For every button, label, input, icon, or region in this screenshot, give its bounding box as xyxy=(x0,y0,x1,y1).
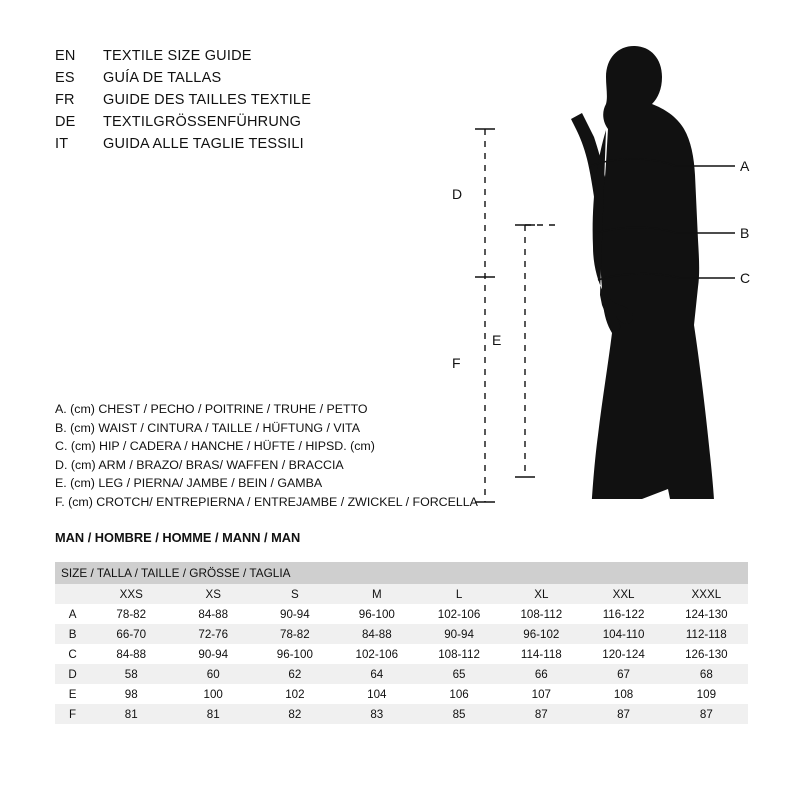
legend-line: D. (cm) ARM / BRAZO/ BRAS/ WAFFEN / BRACCIA xyxy=(55,457,344,472)
table-cell: 98 xyxy=(124,687,138,701)
table-cell: 85 xyxy=(452,707,466,721)
column-header: XXL xyxy=(612,587,635,601)
table-cell: 124-130 xyxy=(685,607,728,621)
title-text: TEXTILGRÖSSENFÜHRUNG xyxy=(103,114,302,130)
table-cell: 68 xyxy=(699,667,713,681)
table-cell: 104-110 xyxy=(602,627,645,641)
title-row xyxy=(55,92,475,114)
title-lang-code: FR xyxy=(55,92,75,108)
table-cell: 65 xyxy=(452,667,466,681)
table-cell: 108 xyxy=(613,687,634,701)
table-cell: 102-106 xyxy=(437,607,481,621)
table-cell: 81 xyxy=(206,707,220,721)
table-cell: 114-118 xyxy=(520,647,562,661)
legend-line: E. (cm) LEG / PIERNA/ JAMBE / BEIN / GAMBA xyxy=(55,476,323,491)
table-cell: 126-130 xyxy=(685,647,728,661)
title-row xyxy=(55,70,475,92)
table-cell: 109 xyxy=(696,687,717,701)
title-text: GUÍA DE TALLAS xyxy=(103,70,222,86)
table-cell: 106 xyxy=(449,687,469,701)
table-cell: 108-112 xyxy=(520,607,563,621)
column-header: L xyxy=(455,587,463,601)
table-row xyxy=(55,624,748,644)
column-header: XL xyxy=(534,587,549,601)
legend-line: C. (cm) HIP / CADERA / HANCHE / HÜFTE / HIPSD. (cm) xyxy=(55,439,375,454)
title-lang-code: IT xyxy=(55,136,69,152)
table-cell: 112-118 xyxy=(685,627,727,641)
table-cell: 108-112 xyxy=(438,647,480,661)
legend-line: B. (cm) WAIST / CINTURA / TAILLE / HÜFTUNG / VITA xyxy=(55,420,360,435)
title-lang-code: DE xyxy=(55,114,76,130)
table-cell: 120-124 xyxy=(602,647,645,661)
size-table xyxy=(55,562,748,724)
title-block xyxy=(55,48,475,158)
column-header: M xyxy=(371,587,382,601)
gender-label: MAN / HOMBRE / HOMME / MANN / MAN xyxy=(55,530,301,545)
table-cell: 66-70 xyxy=(116,627,147,641)
legend-line: A. (cm) CHEST / PECHO / POITRINE / TRUHE / PETTO xyxy=(55,402,368,416)
row-label: D xyxy=(68,667,77,681)
table-row xyxy=(55,684,748,704)
title-text: GUIDA ALLE TAGLIE TESSILI xyxy=(103,136,304,152)
table-cell: 90-94 xyxy=(198,647,229,661)
title-lang-code: ES xyxy=(55,70,75,86)
table-cell: 82 xyxy=(288,707,302,721)
table-cell: 66 xyxy=(534,667,548,681)
column-header: S xyxy=(290,587,299,601)
table-row xyxy=(55,604,748,624)
row-label: C xyxy=(68,647,77,661)
table-cell: 83 xyxy=(370,707,384,721)
table-cell: 64 xyxy=(370,667,384,681)
row-label: F xyxy=(69,707,77,721)
table-row xyxy=(55,664,748,684)
table-header-row xyxy=(55,562,748,584)
title-lang-code: EN xyxy=(55,48,76,64)
table-cell: 96-100 xyxy=(276,647,313,661)
table-cell: 102-106 xyxy=(355,647,399,661)
table-cell: 81 xyxy=(124,707,138,721)
table-cell: 87 xyxy=(699,707,713,721)
table-cell: 87 xyxy=(534,707,548,721)
table-row xyxy=(55,704,748,724)
table-cell: 96-100 xyxy=(358,607,395,621)
column-header: XXS xyxy=(119,587,143,601)
row-label: B xyxy=(68,627,77,641)
table-cell: 87 xyxy=(617,707,631,721)
label-c: C xyxy=(740,270,751,286)
label-a: A xyxy=(740,158,750,174)
legend-line: F. (cm) CROTCH/ ENTREPIERNA / ENTREJAMBE / ZWICKEL / FORCELLA xyxy=(55,494,478,509)
title-row xyxy=(55,114,475,136)
column-header: XXXL xyxy=(691,587,722,601)
label-b: B xyxy=(740,225,750,241)
size-table-wrapper xyxy=(55,562,748,724)
table-cell: 84-88 xyxy=(361,627,392,641)
table-cell: 78-82 xyxy=(116,607,147,621)
table-row xyxy=(55,644,748,664)
title-text: GUIDE DES TAILLES TEXTILE xyxy=(103,92,312,108)
table-cell: 90-94 xyxy=(280,607,310,621)
table-column-row xyxy=(55,584,748,604)
table-cell: 72-76 xyxy=(198,627,229,641)
table-cell: 116-122 xyxy=(602,607,645,621)
table-cell: 90-94 xyxy=(444,627,474,641)
man-silhouette-icon xyxy=(571,46,714,499)
label-d: D xyxy=(452,186,463,202)
table-cell: 60 xyxy=(206,667,220,681)
table-header-title: SIZE / TALLA / TAILLE / GRÖSSE / TAGLIA xyxy=(61,566,291,580)
table-corner-cell xyxy=(55,584,90,604)
table-cell: 84-88 xyxy=(198,607,229,621)
column-header: XS xyxy=(205,587,221,601)
table-cell: 96-102 xyxy=(523,627,560,641)
table-cell: 100 xyxy=(203,687,223,701)
title-text: TEXTILE SIZE GUIDE xyxy=(103,48,252,64)
table-cell: 107 xyxy=(531,687,551,701)
label-f: F xyxy=(452,355,461,371)
table-cell: 58 xyxy=(124,667,138,681)
title-row xyxy=(55,136,475,158)
table-cell: 104 xyxy=(367,687,387,701)
table-cell: 102 xyxy=(285,687,305,701)
table-cell: 62 xyxy=(288,667,302,681)
label-e: E xyxy=(492,332,502,348)
row-label: E xyxy=(68,687,77,701)
row-label: A xyxy=(68,607,77,621)
legend-block xyxy=(55,400,525,512)
table-cell: 67 xyxy=(617,667,631,681)
table-cell: 84-88 xyxy=(116,647,147,661)
title-row xyxy=(55,48,475,70)
table-cell: 78-82 xyxy=(280,627,310,641)
